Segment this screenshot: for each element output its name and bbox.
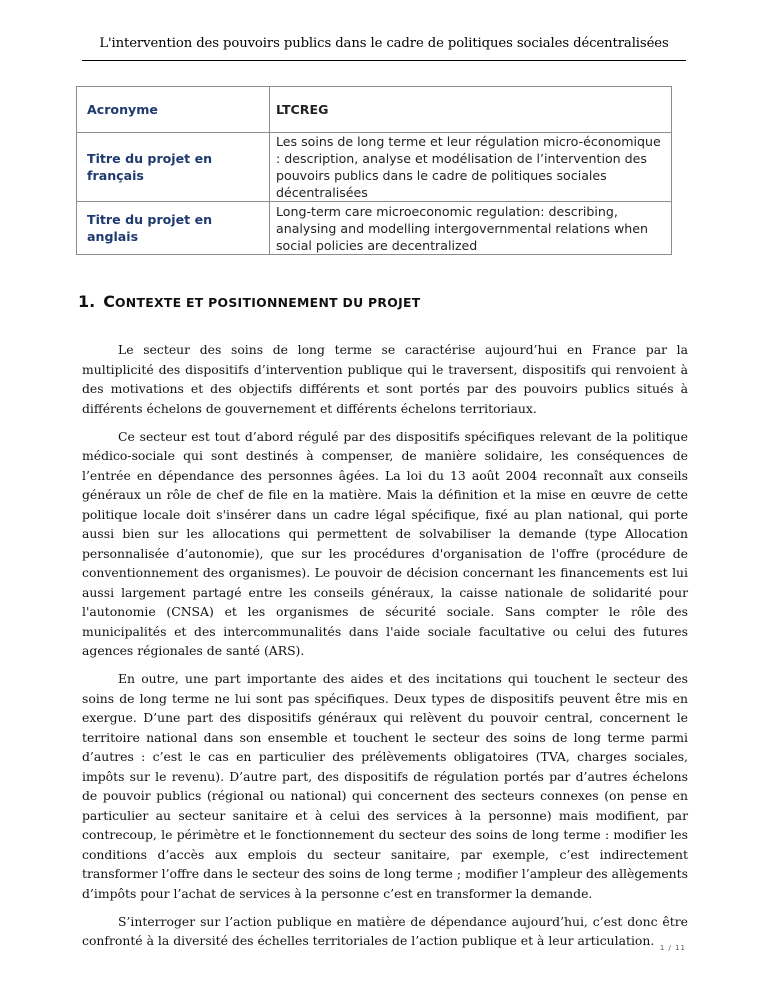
paragraph: En outre, une part importante des aides et des incitations qui touchent le secteur des soins de long terme ne lui sont pas spécifiques. Deux types de dispositifs peuvent être mis en exergue. D’une part des dispositifs généraux qui relèvent du pouvoir central, concernent le territoire national dans son ensemble et touchent le secteur des soins de long terme parmi d’autres : c’est le cas en particulier des prélèvements obligatoires (TVA, charges sociales, impôts sur le revenu). D’autre part, des dispositifs de régulation portés par d’autres échelons de pouvoir publics (régional ou national) qui concernent des secteurs connexes (on pense en particulier au secteur sanitaire et à celui des services à la personne) mais modifient, par contrecoup, le périmètre et le fonctionnement du secteur des soins de long terme : modifier les conditions d’accès aux emplois du secteur sanitaire, par exemple, c’est indirectement transformer l’offre dans le secteur des soins de long terme ; modifier l’ampleur des allègements d’impôts pour l’achat de services à la personne c’est en transformer la demande. (82, 671, 688, 901)
paragraph: Le secteur des soins de long terme se caractérise aujourd’hui en France par la multiplicité des dispositifs d’intervention publique qui le traversent, dispositifs qui renvoient à des motivations et des objectifs différents et sont portés par des pouvoirs publics situés à différents échelons de gouvernement et différents échelons territoriaux. (82, 342, 688, 416)
body-text (82, 340, 688, 959)
paragraph: Ce secteur est tout d’abord régulé par des dispositifs spécifiques relevant de la politique médico-sociale qui sont destinés à compenser, de manière solidaire, les conséquences de l’entrée en dépendance des personnes âgées. La loi du 13 août 2004 reconnaît aux conseils généraux un rôle de chef de file en la matière. Mais la définition et la mise en œuvre de cette politique locale doit s'insérer dans un cadre légal spécifique, fixé au plan national, qui porte aussi bien sur les allocations qui permettent de solvabiliser la demande (type Allocation personnalisée d’autonomie), que sur les procédures d'organisation de l'offre (procédure de conventionnement des organismes). Le pouvoir de décision concernant les financements est lui aussi largement partagé entre les conseils généraux, la caisse nationale de solidarité pour l'autonomie (CNSA) et les organismes de sécurité sociale. Sans compter le rôle des municipalités et des intercommunalités dans l'aide sociale facultative ou celui des futures agences régionales de santé (ARS). (82, 428, 688, 658)
header-rule (82, 60, 686, 61)
table-row-title-fr (77, 133, 672, 202)
acronym-label: Acronyme (77, 87, 270, 133)
table-row-acronym (77, 87, 672, 133)
running-header: L'intervention des pouvoirs publics dans le cadre de politiques sociales décentralisées (99, 36, 669, 51)
section-title-initial: C (103, 292, 115, 311)
paragraph: S’interroger sur l’action publique en matière de dépendance aujourd’hui, c’est donc être confronté à la diversité des échelles territoriales de l’action publique et à leur articulation. (82, 913, 688, 948)
acronym-value: LTCREG (270, 87, 672, 133)
section-number: 1. (78, 292, 96, 311)
title-en-value: Long-term care microeconomic regulation: describing, analysing and modelling intergovernmental relations when social policies are decentralized (270, 202, 672, 255)
section-title-rest: ONTEXTE ET POSITIONNEMENT DU PROJET (114, 295, 421, 310)
title-en-label: Titre du projet en anglais (77, 202, 270, 255)
table-row-title-en (77, 202, 672, 255)
project-info-table (76, 86, 672, 255)
title-fr-label: Titre du projet en français (77, 133, 270, 202)
title-fr-value: Les soins de long terme et leur régulation micro-économique : description, analyse et modélisation de l’intervention des pouvoirs publics dans le cadre de politiques sociales décentralisées (270, 133, 672, 202)
section-heading (78, 292, 698, 311)
page-number: 1 / 11 (659, 944, 686, 952)
